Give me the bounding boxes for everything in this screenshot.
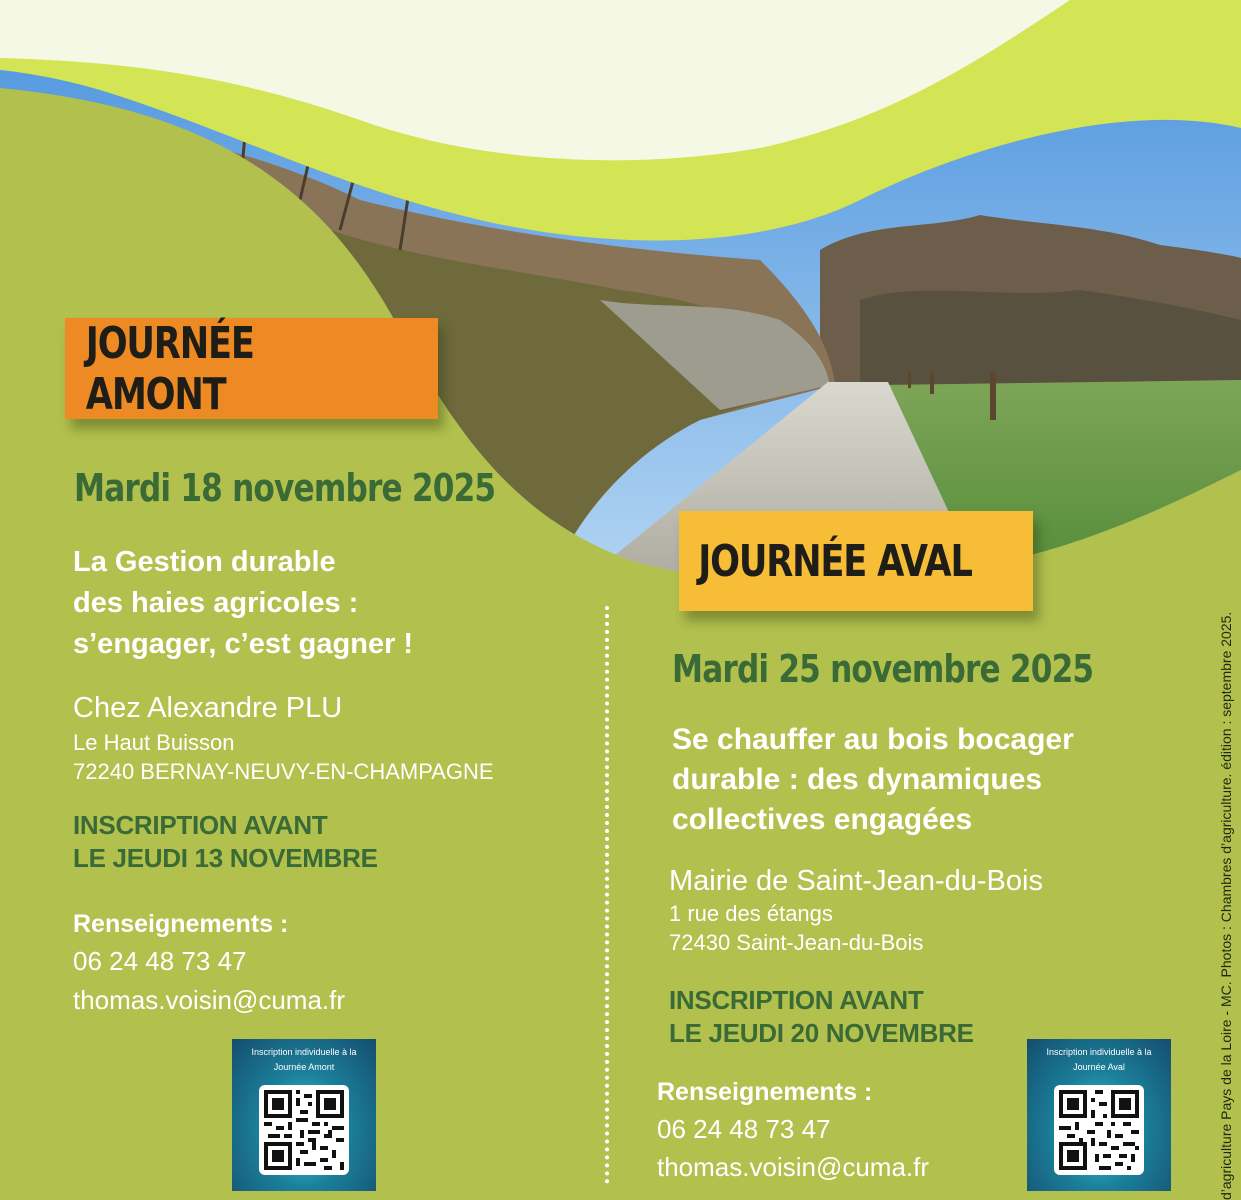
amont-date: Mardi 18 novembre 2025 [74,466,496,510]
aval-address-line: 72430 Saint-Jean-du-Bois [669,930,924,955]
amont-address-line: 72240 BERNAY-NEUVY-EN-CHAMPAGNE [73,759,494,784]
aval-qr-caption-line: Journée Aval [1073,1062,1125,1072]
amont-title [73,542,413,665]
aval-deadline-line: LE JEUDI 20 NOVEMBRE [669,1018,974,1048]
dotted-divider [605,606,609,1184]
amont-qr-card[interactable] [232,1039,376,1191]
qr-code-icon [1059,1090,1139,1170]
amont-qr-code[interactable] [259,1085,349,1175]
amont-title-line: des haies agricoles : [73,587,359,619]
aval-phone[interactable]: 06 24 48 73 47 [657,1114,831,1144]
aval-deadline-line: INSCRIPTION AVANT [669,985,924,1015]
qr-code-icon [264,1090,344,1170]
aval-venue: Mairie de Saint-Jean-du-Bois [669,865,1043,897]
aval-title-line: durable : des dynamiques [672,763,1043,796]
amont-qr-caption [232,1045,376,1075]
amont-deadline-line: INSCRIPTION AVANT [73,810,328,840]
amont-address [73,728,494,786]
aval-qr-card[interactable] [1027,1039,1171,1191]
amont-address-line: Le Haut Buisson [73,730,235,755]
banner-aval-label: JOURNÉE AVAL [698,535,972,587]
aval-contact-title: Renseignements : [657,1078,873,1106]
amont-venue: Chez Alexandre PLU [73,692,343,724]
aval-date: Mardi 25 novembre 2025 [672,647,1094,691]
amont-title-line: s’engager, c’est gagner ! [73,628,414,660]
amont-deadline [73,809,378,875]
aval-address-line: 1 rue des étangs [669,901,833,926]
aval-qr-code[interactable] [1054,1085,1144,1175]
aval-email[interactable]: thomas.voisin@cuma.fr [657,1152,930,1182]
amont-qr-caption-line: Journée Amont [273,1062,335,1072]
banner-amont-label: JOURNÉE AMONT [85,317,254,420]
banner-journee-aval [679,511,1033,611]
banner-journee-amont [65,318,438,419]
amont-contact-title: Renseignements : [73,910,289,938]
aval-title [672,720,1074,840]
amont-title-line: La Gestion durable [73,546,336,578]
aval-address [669,899,923,957]
aval-qr-caption-line: Inscription individuelle à la [1046,1047,1152,1057]
aval-title-line: collectives engagées [672,803,973,836]
aval-deadline [669,984,974,1050]
amont-phone[interactable]: 06 24 48 73 47 [73,946,247,976]
aval-qr-caption [1027,1045,1171,1075]
aval-title-line: Se chauffer au bois bocager [672,723,1074,756]
photo-credit: d’agriculture Pays de la Loire - MC. Photos : Chambres d’agriculture. édition : septembre 2025. [1218,611,1234,1200]
amont-email[interactable]: thomas.voisin@cuma.fr [73,985,346,1015]
amont-qr-caption-line: Inscription individuelle à la [251,1047,357,1057]
amont-deadline-line: LE JEUDI 13 NOVEMBRE [73,843,378,873]
